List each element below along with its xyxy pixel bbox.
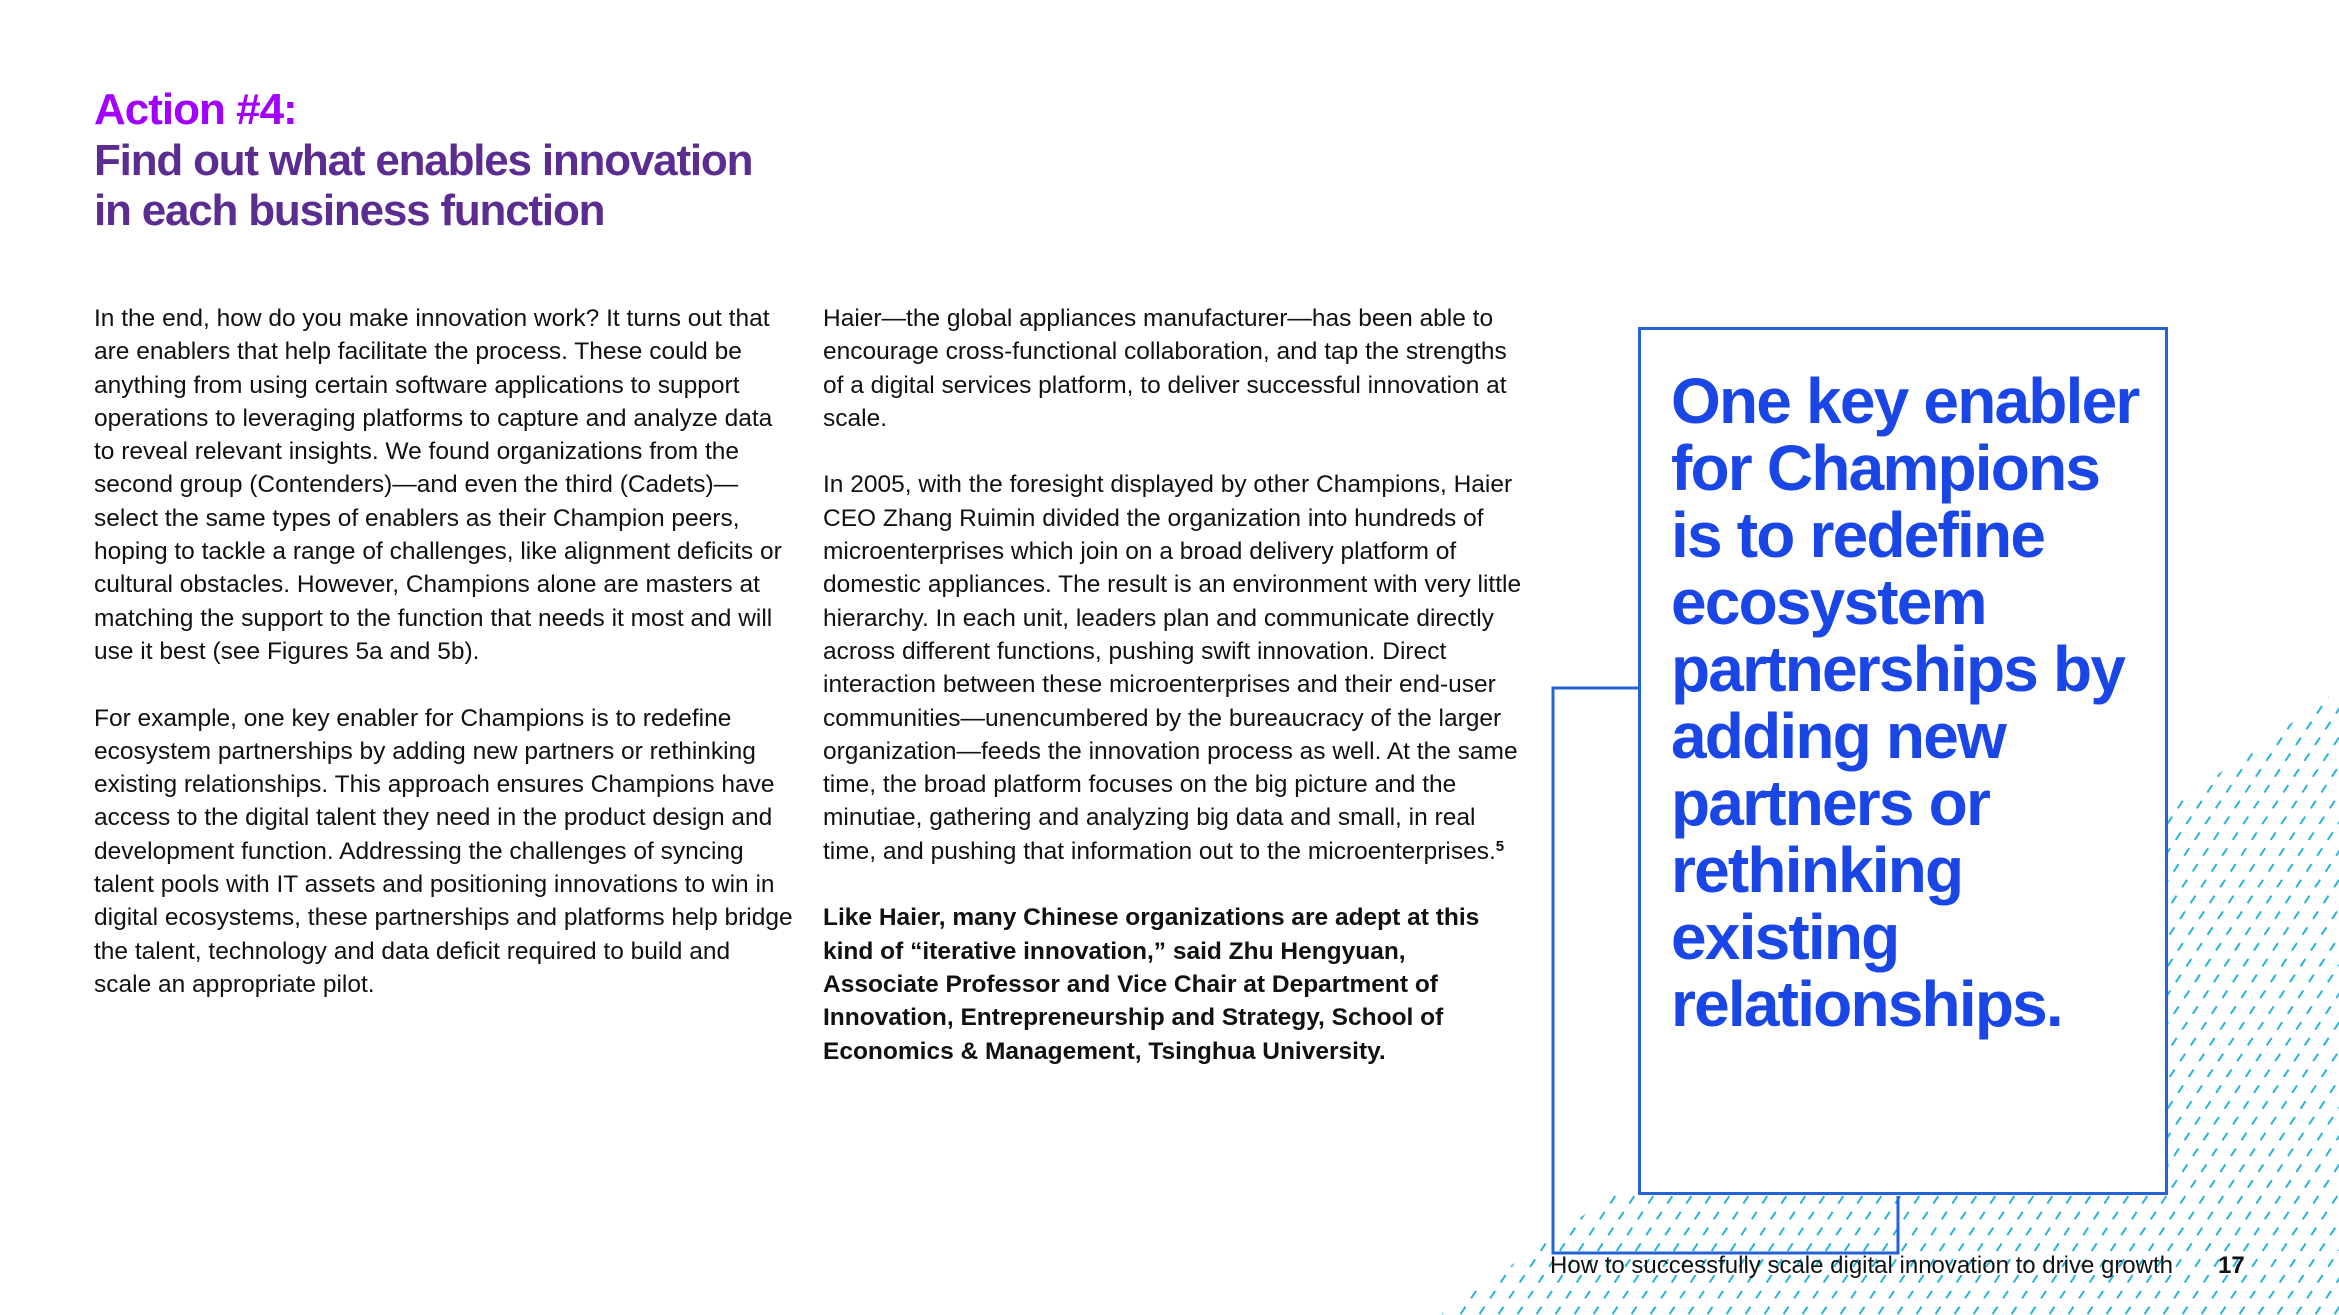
body-paragraph-with-footnote <box>823 468 1523 868</box>
pattern-dash-line <box>2172 280 2339 1315</box>
section-title-line-2: in each business function <box>94 186 605 235</box>
pattern-dash-line <box>2305 280 2339 1315</box>
body-paragraph: Haier—the global appliances manufacturer—has been able to encourage cross-functional collaboration, and tap the strengths of a digital services platform, to deliver successful innovation at scale. <box>823 305 1507 432</box>
section-heading <box>94 84 854 236</box>
body-column-middle <box>823 302 1523 1101</box>
pattern-dash-line <box>2153 280 2339 1315</box>
action-label: Action #4: <box>94 85 297 134</box>
pattern-dash-line <box>2229 280 2339 1315</box>
pattern-dash-line <box>2210 280 2339 1315</box>
pattern-dash-line <box>2267 280 2339 1315</box>
body-column-left <box>94 302 794 1035</box>
section-title-line-1: Find out what enables innovation <box>94 136 753 185</box>
pattern-dash-line <box>2248 280 2339 1315</box>
body-paragraph: In the end, how do you make innovation work? It turns out that are enablers that help facilitate the process. These could be anything from using certain software applications to support operations to leveraging platforms to capture and analyze data to reveal relevant insights. We found organizations from the second group (Contenders)—and even the third (Cadets)—select the same types of enablers as their Champion peers, hoping to tackle a range of challenges, like alignment deficits or cultural obstacles. However, Champions alone are masters at matching the support to the function that needs it most and will use it best (see Figures 5a and 5b). <box>94 305 782 665</box>
page-number: 17 <box>2218 1252 2245 1279</box>
pull-quote-text: One key enabler for Champions is to redefine ecosystem partnerships by adding new partners or rethinking existing relationships. <box>1671 365 2139 1040</box>
pull-quote-box <box>1638 327 2168 1195</box>
footer-document-title: How to successfully scale digital innovation to drive growth <box>1550 1252 2173 1279</box>
pattern-dash-line <box>2286 280 2339 1315</box>
body-paragraph: For example, one key enabler for Champions is to redefine ecosystem partnerships by adding new partners or rethinking existing relationships. This approach ensures Champions have access to the digital talent they need in the product design and development function. Addressing the challenges of syncing talent pools with IT assets and positioning innovations to win in digital ecosystems, these partnerships and platforms help bridge the talent, technology and data deficit required to build and scale an appropriate pilot. <box>94 704 793 998</box>
pattern-dash-line <box>2324 280 2339 1315</box>
pattern-dash-line <box>2191 280 2339 1315</box>
quote-attribution-paragraph: Like Haier, many Chinese organizations are adept at this kind of “iterative innovation,” said Zhu Hengyuan, Associate Professor and Vice Chair at Department of Innovation, Entrepreneurship and Strategy, School of Economics & Management, Tsinghua University. <box>823 904 1480 1065</box>
body-paragraph-text: In 2005, with the foresight displayed by other Champions, Haier CEO Zhang Ruimin divided the organization into hundreds of microenterprises which join on a broad delivery platform of domestic appliances. The result is an environment with very little hierarchy. In each unit, leaders plan and communicate directly across different functions, pushing swift innovation. Direct interaction between these microenterprises and their end-user communities—unencumbered by the bureaucracy of the larger organization—feeds the innovation process as well. At the same time, the broad platform focuses on the big picture and the minutiae, gathering and analyzing big data and small, in real time, and pushing that information out to the microenterprises. <box>823 471 1522 865</box>
footnote-marker: 5 <box>1495 837 1505 855</box>
